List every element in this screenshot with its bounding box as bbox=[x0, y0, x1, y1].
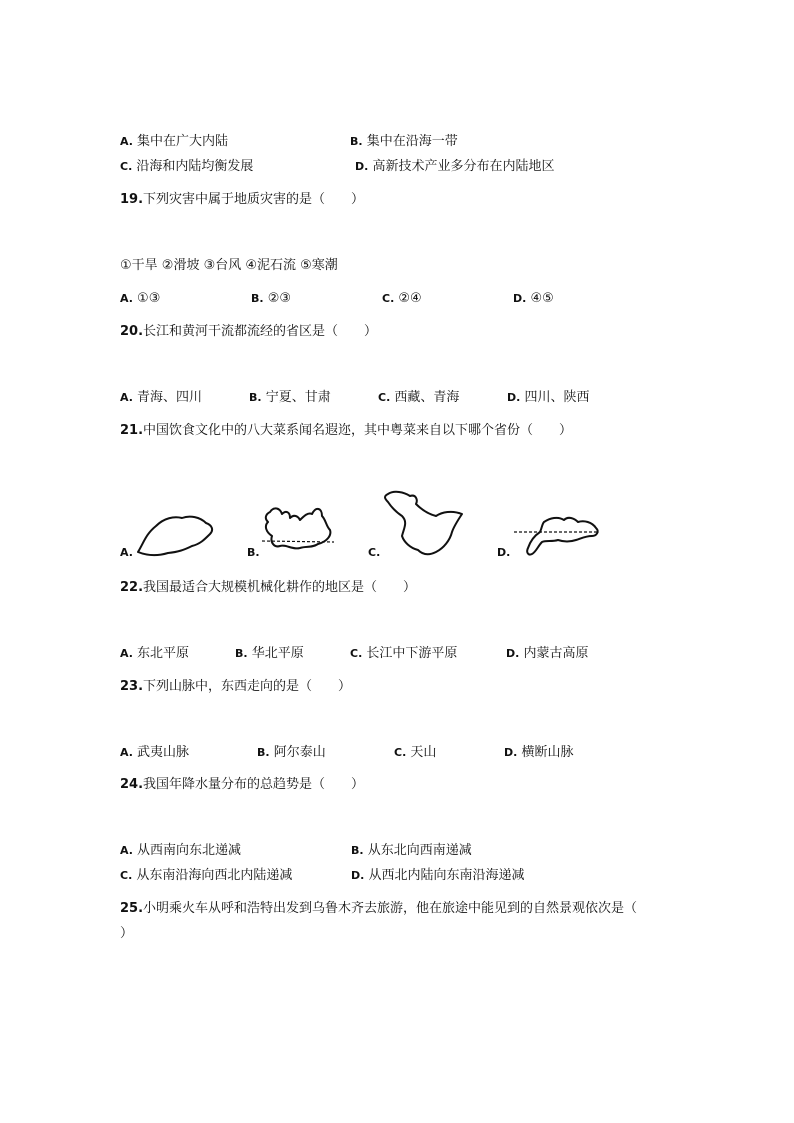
province-outline-b[interactable] bbox=[260, 502, 336, 552]
option-label: A. bbox=[120, 844, 133, 857]
q18-option-a[interactable] bbox=[120, 134, 228, 150]
option-text: 青海、四川 bbox=[137, 390, 203, 405]
question-number: 19. bbox=[120, 192, 144, 207]
option-label: C. bbox=[368, 546, 381, 559]
q23-stem bbox=[120, 679, 351, 695]
q23-option-a[interactable] bbox=[120, 745, 189, 761]
option-text: ②③ bbox=[267, 291, 292, 306]
option-label: B. bbox=[249, 391, 262, 404]
province-outline-c[interactable] bbox=[382, 488, 468, 558]
question-text: 中国饮食文化中的八大菜系闻名遐迩，其中粤菜来自以下哪个省份（ ） bbox=[143, 423, 573, 438]
option-label: A. bbox=[120, 546, 133, 559]
option-label: C. bbox=[350, 647, 363, 660]
q20-option-c[interactable] bbox=[378, 390, 459, 406]
q24-option-a[interactable] bbox=[120, 843, 241, 859]
option-label: B. bbox=[247, 546, 260, 559]
option-label: B. bbox=[351, 844, 364, 857]
question-number: 21. bbox=[120, 423, 144, 438]
option-label: A. bbox=[120, 135, 133, 148]
q18-option-b[interactable] bbox=[350, 134, 458, 150]
q18-option-d[interactable] bbox=[355, 159, 554, 175]
q25-stem-end: ） bbox=[120, 926, 134, 941]
question-number: 20. bbox=[120, 324, 144, 339]
option-text: ④⑤ bbox=[530, 291, 554, 306]
q22-option-a[interactable] bbox=[120, 646, 189, 662]
option-label: B. bbox=[350, 135, 363, 148]
option-label: A. bbox=[120, 647, 133, 660]
q22-option-d[interactable] bbox=[506, 646, 588, 662]
option-text: 东北平原 bbox=[137, 646, 190, 661]
q21-option-a-label[interactable] bbox=[120, 545, 133, 561]
q21-option-c-label[interactable] bbox=[368, 545, 380, 561]
option-text: 集中在广大内陆 bbox=[137, 134, 229, 149]
option-label: A. bbox=[120, 746, 133, 759]
q23-option-d[interactable] bbox=[504, 745, 573, 761]
option-text: 阿尔泰山 bbox=[273, 745, 326, 760]
q19-option-a[interactable] bbox=[120, 291, 160, 307]
question-number: 22. bbox=[120, 580, 144, 595]
option-text: 高新技术产业多分布在内陆地区 bbox=[372, 159, 555, 174]
question-text: 下列山脉中，东西走向的是（ ） bbox=[143, 679, 352, 694]
option-label: B. bbox=[257, 746, 270, 759]
q24-option-c[interactable] bbox=[120, 868, 292, 884]
q19-items: ①干旱 ②滑坡 ③台风 ④泥石流 ⑤寒潮 bbox=[120, 258, 338, 273]
option-label: D. bbox=[506, 647, 520, 660]
option-text: 从东北向西南递减 bbox=[367, 843, 472, 858]
option-label: C. bbox=[382, 292, 395, 305]
option-text: 长江中下游平原 bbox=[366, 646, 458, 661]
option-label: A. bbox=[120, 391, 133, 404]
q24-option-d[interactable] bbox=[351, 868, 524, 884]
q21-stem bbox=[120, 423, 572, 439]
q24-stem bbox=[120, 777, 364, 793]
option-label: C. bbox=[378, 391, 391, 404]
option-label: C. bbox=[394, 746, 407, 759]
option-label: A. bbox=[120, 292, 133, 305]
option-text: 宁夏、甘肃 bbox=[265, 390, 331, 405]
question-number: 25. bbox=[120, 901, 144, 916]
q25-stem bbox=[120, 901, 637, 917]
question-text: 下列灾害中属于地质灾害的是（ ） bbox=[143, 192, 365, 207]
option-text: 从西北内陆向东南沿海递减 bbox=[368, 868, 525, 883]
q20-stem bbox=[120, 324, 377, 340]
option-label: D. bbox=[497, 546, 511, 559]
q20-option-b[interactable] bbox=[249, 390, 331, 406]
option-label: C. bbox=[120, 160, 133, 173]
option-text: 四川、陕西 bbox=[524, 390, 590, 405]
question-text: 长江和黄河干流都流经的省区是（ ） bbox=[143, 324, 378, 339]
option-text: 天山 bbox=[410, 745, 437, 760]
option-text: 武夷山脉 bbox=[137, 745, 190, 760]
q22-option-b[interactable] bbox=[235, 646, 304, 662]
q21-option-d-label[interactable] bbox=[497, 545, 510, 561]
q22-option-c[interactable] bbox=[350, 646, 457, 662]
option-text: 西藏、青海 bbox=[394, 390, 460, 405]
option-text: ②④ bbox=[398, 291, 422, 306]
option-text: 集中在沿海一带 bbox=[366, 134, 458, 149]
option-text: 从东南沿海向西北内陆递减 bbox=[136, 868, 293, 883]
question-text: 我国年降水量分布的总趋势是（ ） bbox=[143, 777, 365, 792]
q22-stem bbox=[120, 580, 416, 596]
option-label: D. bbox=[355, 160, 369, 173]
q20-option-a[interactable] bbox=[120, 390, 202, 406]
q18-option-c[interactable] bbox=[120, 159, 253, 175]
q19-stem bbox=[120, 192, 364, 208]
q21-option-b-label[interactable] bbox=[247, 545, 260, 561]
option-label: D. bbox=[513, 292, 527, 305]
province-outline-d[interactable] bbox=[512, 512, 604, 558]
q23-option-b[interactable] bbox=[257, 745, 326, 761]
option-text: 横断山脉 bbox=[521, 745, 574, 760]
q23-option-c[interactable] bbox=[394, 745, 436, 761]
province-outline-a[interactable] bbox=[134, 512, 216, 558]
option-label: B. bbox=[235, 647, 248, 660]
question-text: 我国最适合大规模机械化耕作的地区是（ ） bbox=[143, 580, 417, 595]
q19-option-c[interactable] bbox=[382, 291, 422, 307]
option-label: D. bbox=[507, 391, 521, 404]
q19-option-b[interactable] bbox=[251, 291, 291, 307]
question-text: 小明乘火车从呼和浩特出发到乌鲁木齐去旅游，他在旅途中能见到的自然景观依次是（ bbox=[143, 901, 638, 916]
option-text: 沿海和内陆均衡发展 bbox=[136, 159, 254, 174]
question-number: 24. bbox=[120, 777, 144, 792]
q20-option-d[interactable] bbox=[507, 390, 589, 406]
option-text: ①③ bbox=[137, 291, 161, 306]
option-label: D. bbox=[351, 869, 365, 882]
q24-option-b[interactable] bbox=[351, 843, 472, 859]
option-text: 内蒙古高原 bbox=[523, 646, 589, 661]
option-label: D. bbox=[504, 746, 518, 759]
option-label: B. bbox=[251, 292, 264, 305]
option-text: 华北平原 bbox=[251, 646, 304, 661]
option-label: C. bbox=[120, 869, 133, 882]
q19-option-d[interactable] bbox=[513, 291, 554, 307]
question-number: 23. bbox=[120, 679, 144, 694]
option-text: 从西南向东北递减 bbox=[137, 843, 242, 858]
